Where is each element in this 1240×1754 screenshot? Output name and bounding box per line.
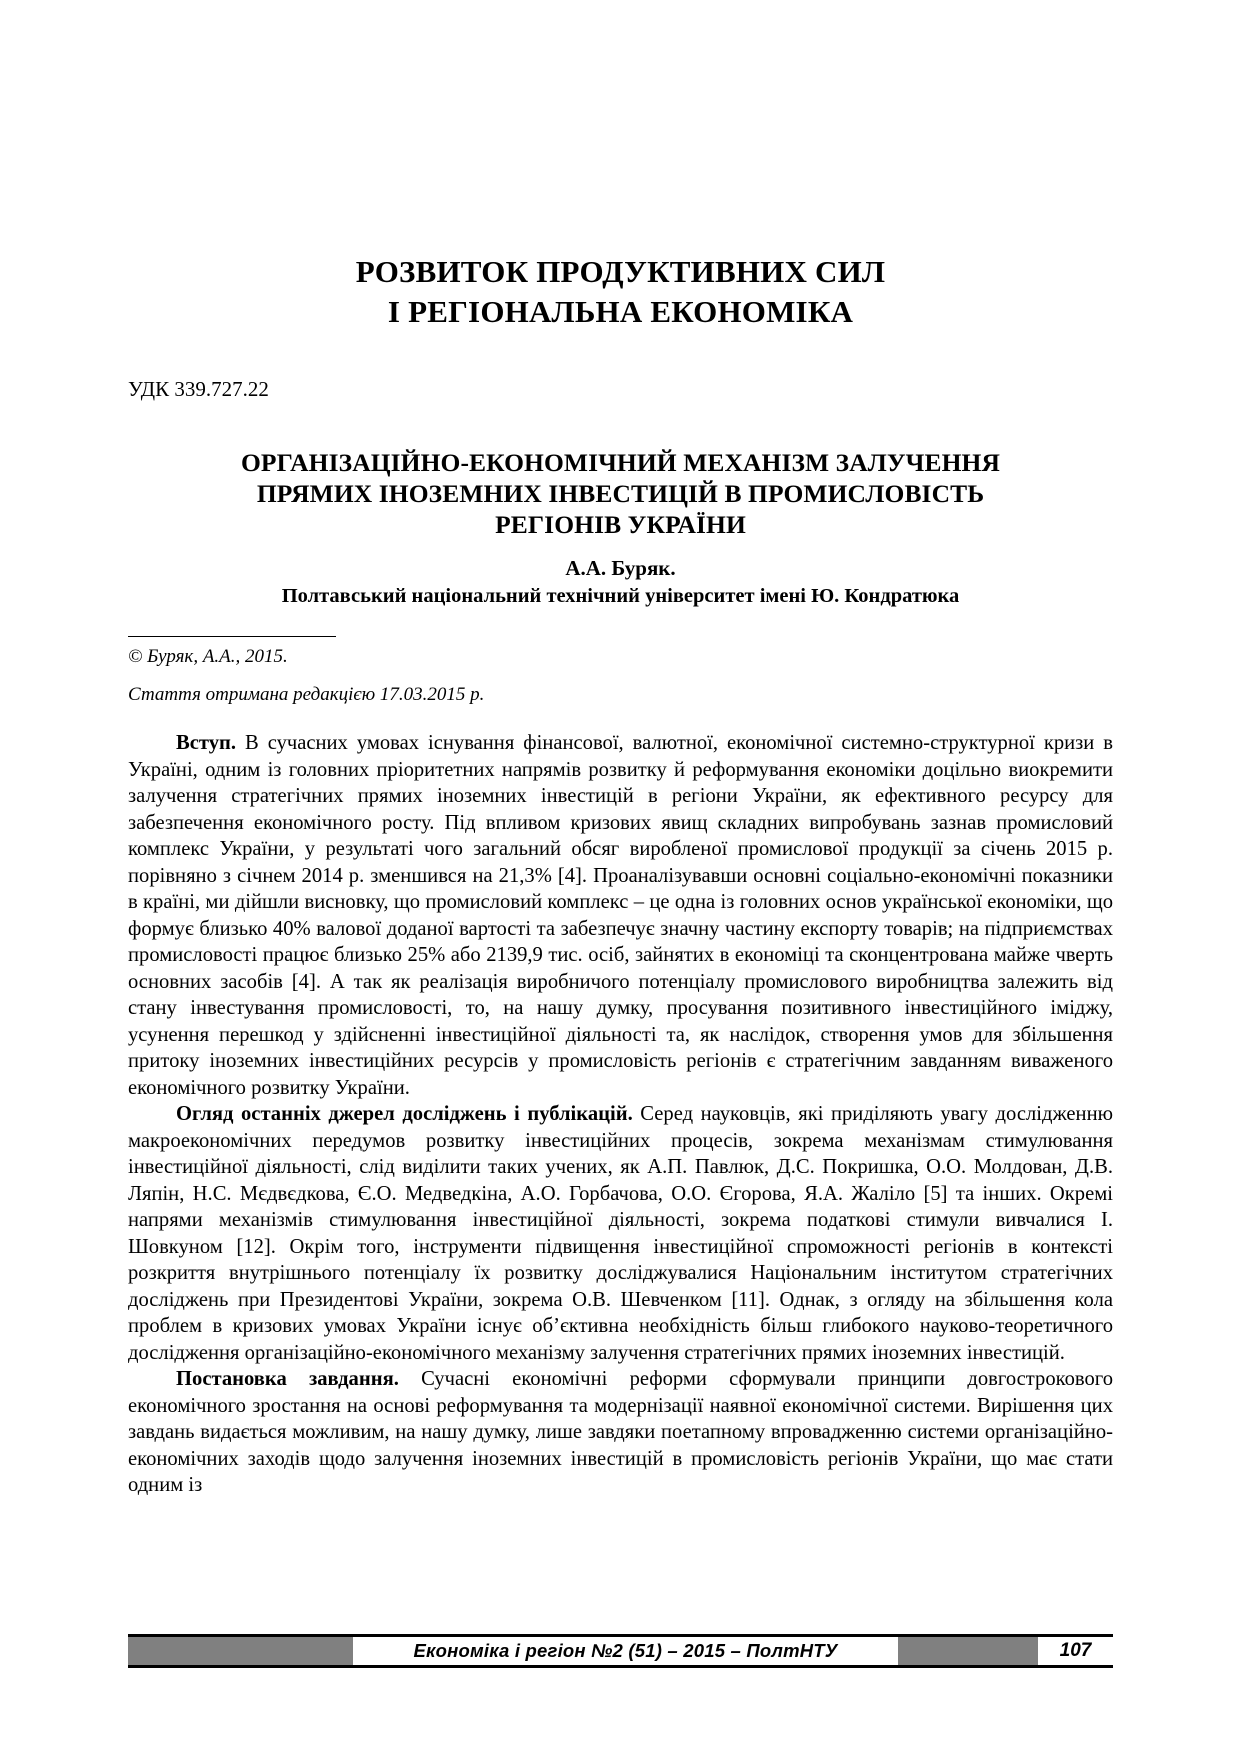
footer-gray-block-right (898, 1637, 1038, 1665)
article-body (128, 730, 1113, 1499)
paragraph-lead-task: Постановка завдання. (176, 1368, 399, 1390)
footnote-divider (128, 636, 336, 637)
paragraph-task (128, 1366, 1113, 1499)
paragraph-text-task: Сучасні економічні реформи сформували принципи довгострокового економічного зростання на основі реформування та модернізації наявної економічної системи. Вирішення цих завдань видається можливим, на нашу думку, лише завдяки поетапному впровадженню системи організаційно-економічних заходів щодо залучення іноземних інвестицій в промисловість регіонів України, що має стати одним із (128, 1368, 1113, 1496)
footer-gray-block-left (128, 1637, 353, 1665)
paragraph-lead-intro: Вступ. (176, 732, 237, 754)
section-heading (128, 252, 1113, 332)
author-affiliation: Полтавський національний технічний університет імені Ю. Кондратюка (281, 585, 960, 607)
paragraph-intro (128, 730, 1113, 1101)
paragraph-text-review: Серед науковців, які приділяють увагу дослідженню макроекономічних передумов розвитку інвестиційних процесів, зокрема механізмам стимулювання інвестиційної діяльності, слід виділити таких учених, як А.П. Павлюк, Д.С. Покришка, О.О. Молдован, Д.В. Ляпін, Н.С. Мєдвєдкова, Є.О. Медведкіна, А.О. Горбачова, О.О. Єгорова, Я.А. Жаліло [5] та інших. Окремі напрями механізмів стимулювання інвестиційної діяльності, зокрема податкові стимули вивчалися І. Шовкуном [12]. Окрім того, інструменти підвищення інвестиційної спроможності регіонів в контексті розкриття внутрішнього потенціалу їх розвитку досліджувалися Національним інститутом стратегічних досліджень при Президентові України, зокрема О.В. Шевченком [11]. Однак, з огляду на збільшення кола проблем в кризових умовах України існує об’єктивна необхідність більш глибокого науково-теоретичного дослідження організаційно-економічного механізму залучення стратегічних прямих іноземних інвестицій. (128, 1103, 1113, 1364)
footer-journal-label: Економіка і регіон №2 (51) – 2015 – ПолтНТУ (353, 1637, 898, 1665)
footer-page-number: 107 (1038, 1637, 1113, 1665)
received-date-line: Стаття отримана редакцією 17.03.2015 р. (128, 684, 485, 705)
section-heading-line-2: І РЕГІОНАЛЬНА ЕКОНОМІКА (387, 294, 854, 329)
copyright-line: © Буряк, А.А., 2015. (128, 646, 288, 667)
article-title-line-1: ОРГАНІЗАЦІЙНО-ЕКОНОМІЧНИЙ МЕХАНІЗМ ЗАЛУЧЕННЯ (241, 448, 1000, 477)
footer-rule-bottom (128, 1665, 1113, 1668)
article-title-line-3: РЕГІОНІВ УКРАЇНИ (495, 510, 746, 539)
udk-code: УДК 339.727.22 (128, 377, 269, 401)
section-heading-line-1: РОЗВИТОК ПРОДУКТИВНИХ СИЛ (355, 254, 886, 289)
article-title (128, 447, 1113, 540)
paragraph-text-intro: В сучасних умовах існування фінансової, валютної, економічної системно-структурної кризи в Україні, одним із головних пріоритетних напрямів розвитку й реформування економіки доцільно виокремити залучення стратегічних прямих іноземних інвестицій в регіони України, як ефективного ресурсу для забезпечення економічного росту. Під впливом кризових явищ складних випробувань зазнав промисловий комплекс України, у результаті чого загальний обсяг виробленої промислової продукції за січень 2015 р. порівняно з січнем 2014 р. зменшився на 21,3% [4]. Проаналізувавши основні соціально-економічні показники в країні, ми дійшли висновку, що промисловий комплекс – це одна із головних основ української економіки, що формує близько 40% валової доданої вартості та забезпечує значну частину експорту товарів; на підприємствах промисловості працює близько 25% або 2139,9 тис. осіб, зайнятих в економіці та сконцентрована майже чверть основних засобів [4]. А так як реалізація виробничого потенціалу промислового виробництва залежить від стану інвестування промисловості, то, на нашу думку, просування позитивного інвестиційного іміджу, усунення перешкод у здійсненні інвестиційної діяльності та, як наслідок, створення умов для збільшення притоку іноземних інвестиційних ресурсів у промисловість регіонів є стратегічним завданням виваженого економічного розвитку України. (128, 732, 1113, 1099)
author-name: А.А. Буряк. (565, 556, 676, 580)
paragraph-review (128, 1101, 1113, 1366)
paragraph-lead-review: Огляд останніх джерел досліджень і публікацій. (176, 1103, 633, 1125)
page-footer (128, 1634, 1113, 1668)
footer-bar (128, 1637, 1113, 1665)
author-block (128, 554, 1113, 610)
article-title-line-2: ПРЯМИХ ІНОЗЕМНИХ ІНВЕСТИЦІЙ В ПРОМИСЛОВІСТЬ (256, 479, 985, 508)
